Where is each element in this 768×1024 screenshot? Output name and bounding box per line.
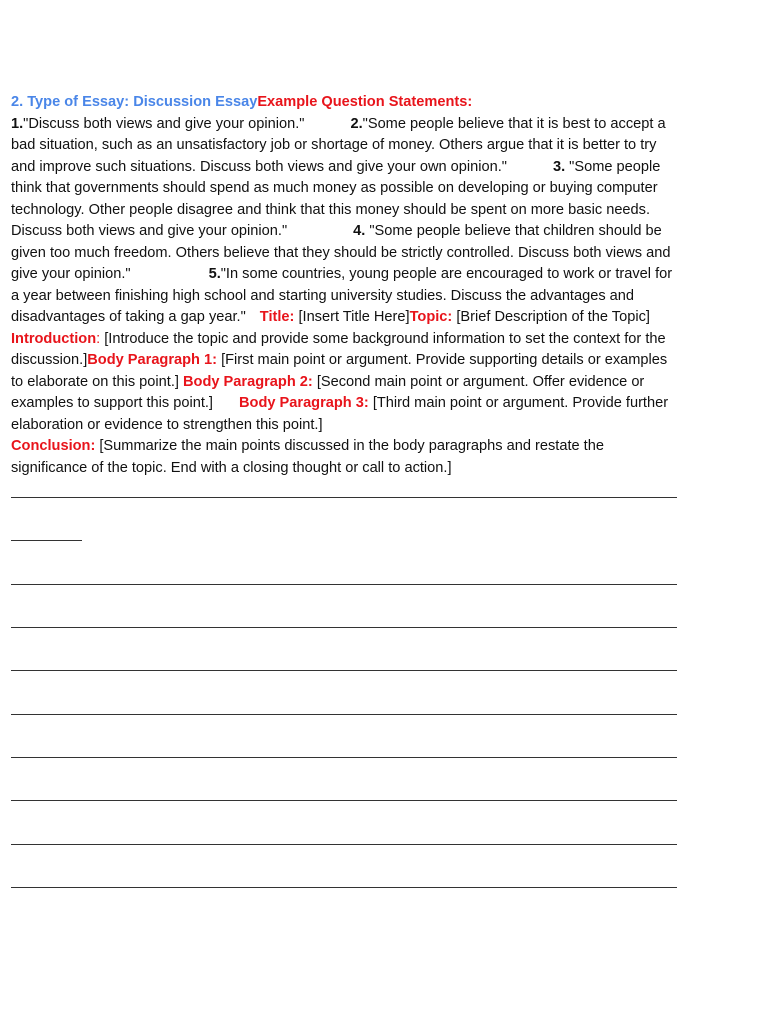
topic-placeholder: [Brief Description of the Topic]	[452, 309, 650, 325]
writing-line[interactable]	[11, 627, 677, 628]
essay-page	[11, 92, 681, 479]
writing-line[interactable]	[11, 844, 677, 845]
topic-label: Topic:	[409, 309, 453, 325]
writing-line[interactable]	[11, 757, 677, 758]
question-5-text: "In some countries, young people are encouraged to work or travel for a year between finishing high school and starting university studies. Discuss the advantages and disadvantages of taking a gap year."	[11, 266, 673, 325]
body-paragraph-2-placeholder: [Second main point or argument. Offer evidence or examples to support this point.]	[11, 373, 645, 411]
title-label: Title:	[259, 309, 295, 325]
body-paragraph-1-placeholder: [First main point or argument. Provide supporting details or examples to elaborate on this point.]	[11, 352, 668, 390]
question-3-text: "Some people think that governments should spend as much money as possible on developing or buying computer technology. Other people disagree and think that this money should be spent on more basic needs. Discuss both views and give your opinion."	[11, 158, 661, 239]
writing-line[interactable]	[11, 714, 677, 715]
body-paragraph-2-label: Body Paragraph 2:	[183, 373, 313, 390]
writing-line[interactable]	[11, 887, 677, 888]
writing-line[interactable]	[11, 670, 677, 671]
question-2-number: 2.	[350, 115, 363, 132]
question-1-text: "Discuss both views and give your opinion."	[23, 115, 305, 132]
introduction-placeholder: [Introduce the topic and provide some background information to set the context for the discussion.]	[11, 330, 666, 368]
question-1-number: 1.	[11, 115, 24, 132]
writing-line[interactable]	[11, 584, 677, 585]
question-4-text: "Some people believe that children should be given too much freedom. Others believe that they should be strictly controlled. Discuss both views and give your opinion."	[11, 223, 671, 282]
example-questions-heading: Example Question Statements:	[257, 94, 473, 110]
conclusion-label: Conclusion:	[11, 438, 96, 454]
essay-type-heading: 2. Type of Essay: Discussion Essay	[11, 94, 258, 110]
essay-paragraph	[11, 92, 681, 479]
title-placeholder: [Insert Title Here]	[294, 309, 410, 325]
writing-line[interactable]	[11, 800, 677, 801]
question-2-text: "Some people believe that it is best to accept a bad situation, such as an unsatisfactory job or shortage of money. Others argue that it is better to try and improve such situations. Discuss both views and give your own opinion."	[11, 115, 666, 175]
body-paragraph-1-label: Body Paragraph 1:	[87, 352, 218, 368]
body-paragraph-3-label: Body Paragraph 3:	[239, 395, 369, 411]
writing-line-short[interactable]	[11, 540, 82, 541]
introduction-colon: :	[96, 330, 101, 347]
conclusion-placeholder: [Summarize the main points discussed in the body paragraphs and restate the significance of the topic. End with a closing thought or call to action.]	[11, 438, 604, 476]
question-4-number: 4.	[353, 223, 366, 239]
body-paragraph-3-placeholder: [Third main point or argument. Provide further elaboration or evidence to strengthen this point.]	[11, 395, 669, 433]
introduction-label: Introduction	[11, 330, 97, 347]
question-5-number: 5.	[208, 266, 221, 282]
question-3-number: 3.	[552, 158, 566, 175]
writing-line[interactable]	[11, 497, 677, 498]
